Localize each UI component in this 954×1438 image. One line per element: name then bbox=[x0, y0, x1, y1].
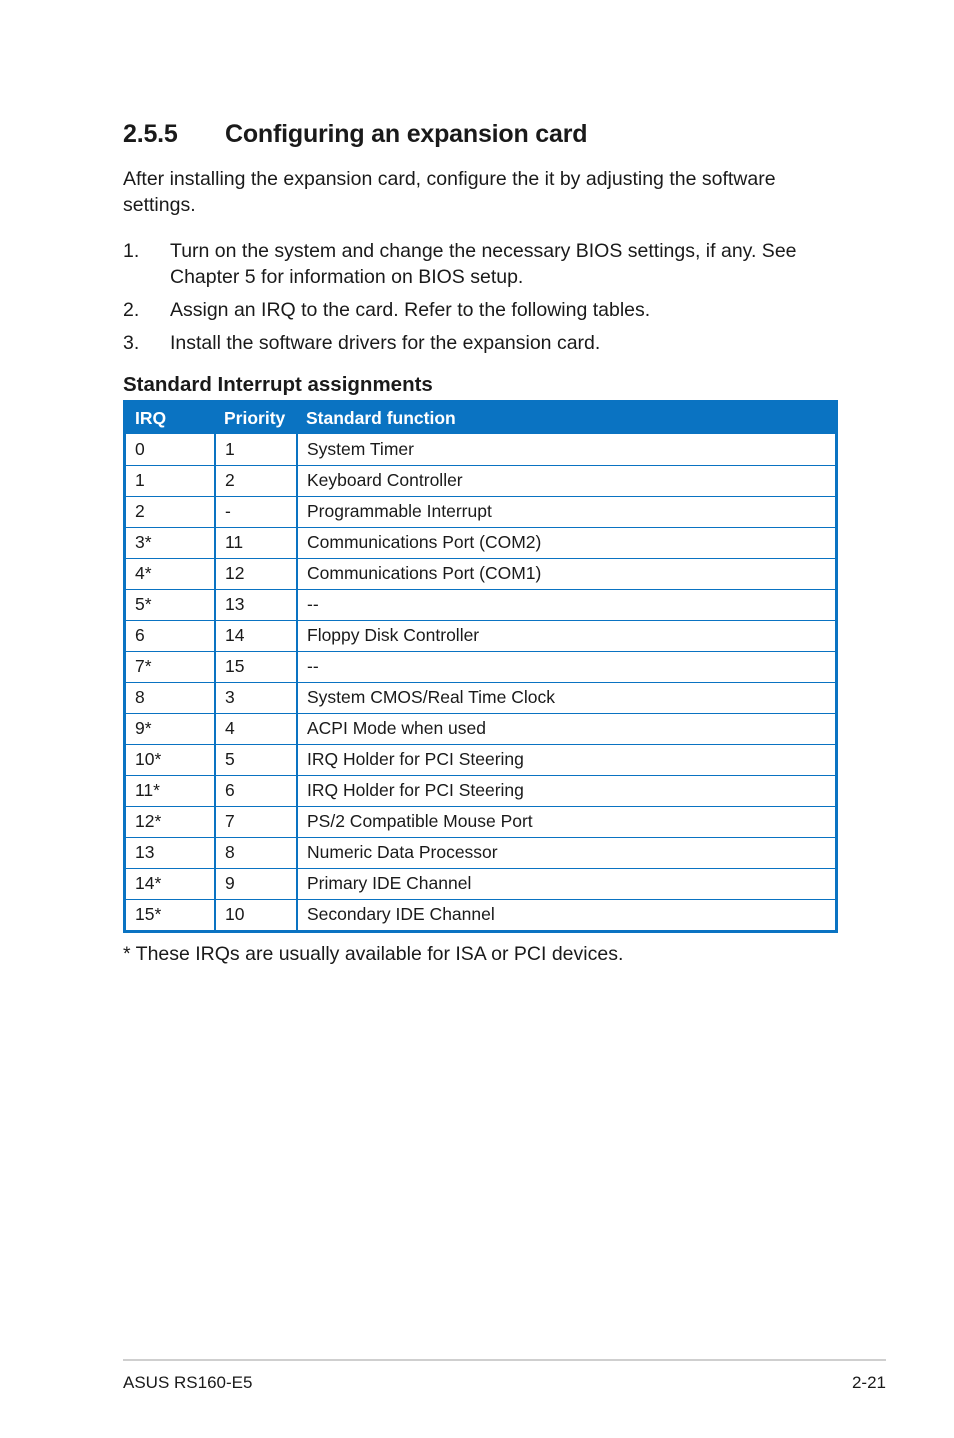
cell-function: Programmable Interrupt bbox=[297, 496, 835, 527]
table-header-row bbox=[126, 403, 835, 434]
cell-irq: 12* bbox=[126, 806, 215, 837]
cell-irq: 2 bbox=[126, 496, 215, 527]
table-row bbox=[126, 434, 835, 465]
cell-function: PS/2 Compatible Mouse Port bbox=[297, 806, 835, 837]
cell-priority: 7 bbox=[215, 806, 297, 837]
cell-irq: 0 bbox=[126, 434, 215, 465]
table-footnote: * These IRQs are usually available for ISA or PCI devices. bbox=[123, 943, 624, 965]
table-row bbox=[126, 496, 835, 527]
step-number: 2. bbox=[123, 299, 140, 321]
table-title: Standard Interrupt assignments bbox=[123, 373, 433, 396]
cell-priority: 8 bbox=[215, 837, 297, 868]
cell-function: System CMOS/Real Time Clock bbox=[297, 682, 835, 713]
step-text: Install the software drivers for the expansion card. bbox=[170, 332, 601, 354]
cell-irq: 14* bbox=[126, 868, 215, 899]
cell-irq: 15* bbox=[126, 899, 215, 930]
list-item bbox=[123, 330, 843, 356]
table-row bbox=[126, 589, 835, 620]
table-body bbox=[126, 434, 835, 930]
cell-function: Numeric Data Processor bbox=[297, 837, 835, 868]
irq-table bbox=[126, 403, 835, 930]
table-row bbox=[126, 558, 835, 589]
table-row bbox=[126, 744, 835, 775]
header-irq: IRQ bbox=[126, 403, 215, 434]
section-number: 2.5.5 bbox=[123, 120, 178, 148]
step-number: 3. bbox=[123, 332, 140, 354]
cell-function: -- bbox=[297, 589, 835, 620]
cell-irq: 4* bbox=[126, 558, 215, 589]
cell-priority: 3 bbox=[215, 682, 297, 713]
table-row bbox=[126, 651, 835, 682]
cell-function: IRQ Holder for PCI Steering bbox=[297, 744, 835, 775]
list-item bbox=[123, 238, 843, 290]
cell-function: System Timer bbox=[297, 434, 835, 465]
table-row bbox=[126, 868, 835, 899]
table-row bbox=[126, 775, 835, 806]
cell-priority: - bbox=[215, 496, 297, 527]
cell-priority: 4 bbox=[215, 713, 297, 744]
table-row bbox=[126, 837, 835, 868]
table-row bbox=[126, 806, 835, 837]
table-row bbox=[126, 620, 835, 651]
list-item bbox=[123, 297, 843, 323]
cell-irq: 9* bbox=[126, 713, 215, 744]
cell-function: -- bbox=[297, 651, 835, 682]
cell-function: IRQ Holder for PCI Steering bbox=[297, 775, 835, 806]
footer-divider bbox=[123, 1359, 886, 1361]
table-row bbox=[126, 682, 835, 713]
cell-irq: 8 bbox=[126, 682, 215, 713]
cell-function: Keyboard Controller bbox=[297, 465, 835, 496]
cell-irq: 7* bbox=[126, 651, 215, 682]
cell-irq: 11* bbox=[126, 775, 215, 806]
cell-priority: 15 bbox=[215, 651, 297, 682]
cell-function: ACPI Mode when used bbox=[297, 713, 835, 744]
section-heading bbox=[123, 120, 587, 149]
table-row bbox=[126, 527, 835, 558]
cell-function: Primary IDE Channel bbox=[297, 868, 835, 899]
cell-priority: 13 bbox=[215, 589, 297, 620]
cell-priority: 11 bbox=[215, 527, 297, 558]
page-number: 2-21 bbox=[851, 1373, 886, 1392]
cell-irq: 5* bbox=[126, 589, 215, 620]
cell-function: Secondary IDE Channel bbox=[307, 904, 495, 925]
intro-paragraph: After installing the expansion card, configure the it by adjusting the software settings. bbox=[123, 168, 776, 216]
cell-irq: 10* bbox=[126, 744, 215, 775]
cell-irq: 6 bbox=[126, 620, 215, 651]
cell-function: Communications Port (COM2) bbox=[297, 527, 835, 558]
step-number: 1. bbox=[123, 240, 140, 262]
cell-irq: 1 bbox=[126, 465, 215, 496]
cell-priority: 1 bbox=[215, 434, 297, 465]
cell-priority: 2 bbox=[215, 465, 297, 496]
table-row bbox=[126, 465, 835, 496]
cell-priority: 9 bbox=[215, 868, 297, 899]
header-standard-function: Standard function bbox=[297, 403, 835, 434]
cell-priority: 5 bbox=[215, 744, 297, 775]
cell-priority: 14 bbox=[215, 620, 297, 651]
cell-function: Floppy Disk Controller bbox=[297, 620, 835, 651]
table-row bbox=[126, 713, 835, 744]
steps-list bbox=[123, 238, 843, 363]
cell-function: Communications Port (COM1) bbox=[297, 558, 835, 589]
step-text: Turn on the system and change the necessary BIOS settings, if any. See Chapter 5 for information on BIOS setup. bbox=[170, 240, 797, 288]
cell-priority: 6 bbox=[215, 775, 297, 806]
cell-irq: 13 bbox=[126, 837, 215, 868]
footer-product: ASUS RS160-E5 bbox=[123, 1373, 253, 1392]
cell-priority: 12 bbox=[215, 558, 297, 589]
table-row bbox=[126, 899, 835, 930]
section-title: Configuring an expansion card bbox=[225, 120, 588, 148]
step-text: Assign an IRQ to the card. Refer to the following tables. bbox=[170, 299, 651, 321]
irq-table-frame bbox=[123, 400, 838, 933]
cell-irq: 3* bbox=[126, 527, 215, 558]
cell-priority: 10 bbox=[215, 899, 297, 930]
header-priority: Priority bbox=[215, 403, 297, 434]
